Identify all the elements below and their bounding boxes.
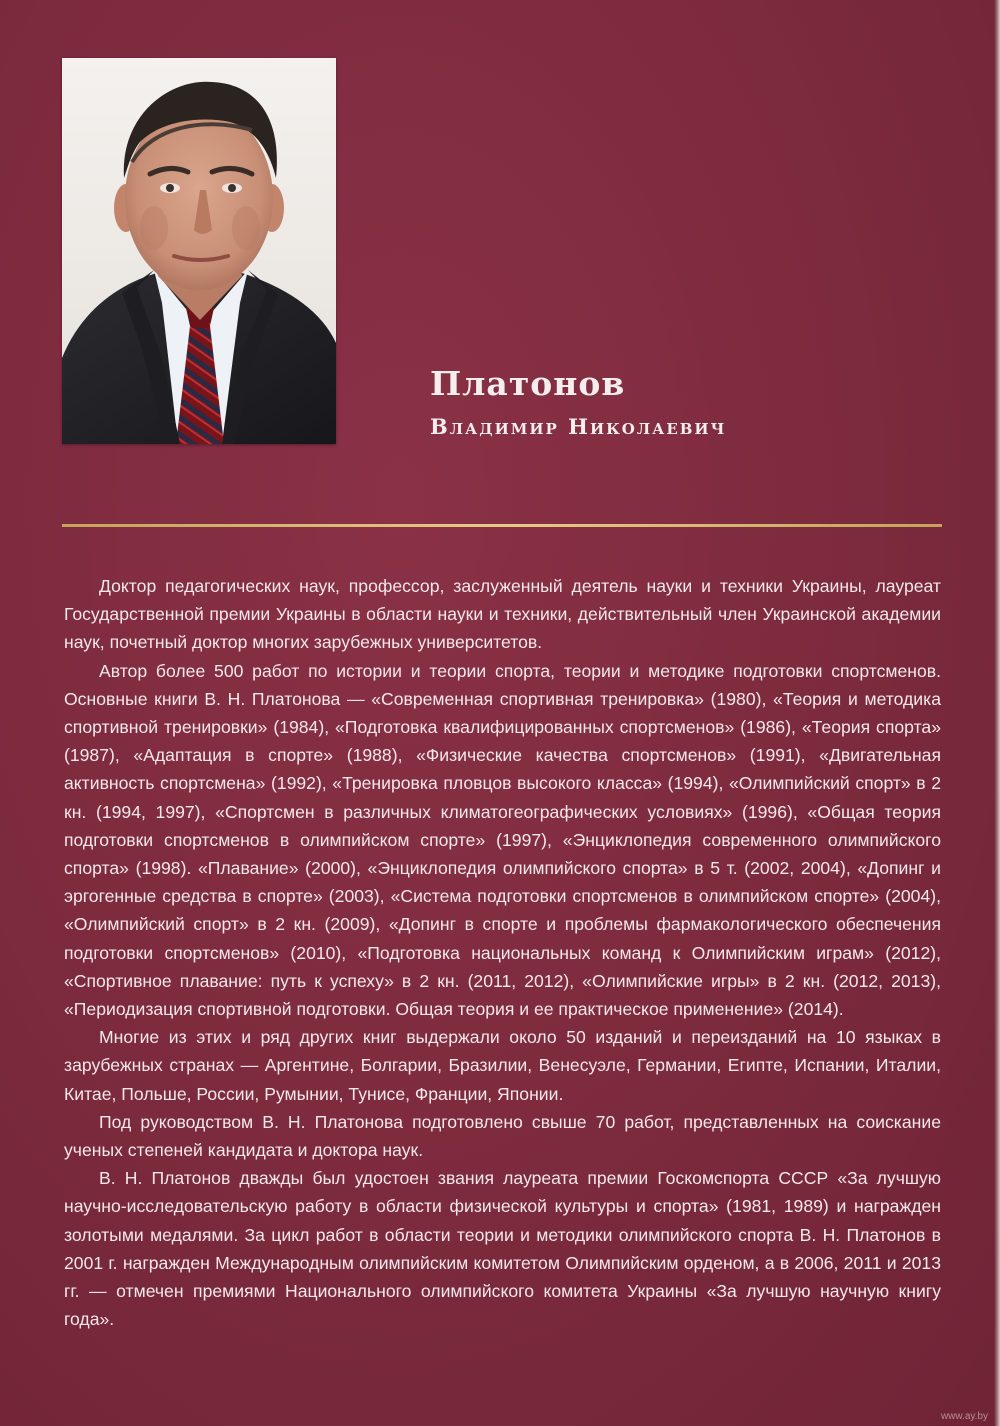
author-surname: Платонов (430, 364, 626, 403)
author-given-names: Владимир Николаевич (430, 414, 727, 439)
site-watermark: www.ay.by (940, 1411, 988, 1422)
author-name-block (430, 362, 950, 439)
author-biography (64, 572, 941, 1333)
bio-paragraph: Многие из этих и ряд других книг выдержали около 50 изданий и переизданий на 10 языках в зарубежных странах — Аргентине, Болгарии, Бразилии, Венесуэле, Германии, Египте, Испании, Италии, Китае, Польше, России, Румынии, Тунисе, Франции, Японии. (64, 1027, 941, 1104)
bio-paragraph: В. Н. Платонов дважды был удостоен звания лауреата премии Госкомспорта СССР «За лучшую научно-исследовательскую работу в области физической культуры и спорта» (1981, 1989) и награжден золотыми медалями. За цикл работ в области теории и методики олимпийского спорта В. Н. Платонов в 2001 г. награжден Международным олимпийским комитетом Олимпийским орденом, а в 2006, 2011 и 2013 гг. — отмечен премиями Национального олимпийского комитета Украины «За лучшую научную книгу года». (64, 1168, 941, 1330)
bio-paragraph: Доктор педагогических наук, профессор, заслуженный деятель науки и техники Украины, лауреат Государственной премии Украины в области науки и техники, действительный член Украинской академии наук, почетный доктор многих зарубежных университетов. (64, 576, 941, 653)
author-portrait (62, 58, 336, 444)
cover-edge (994, 0, 1000, 1426)
bio-paragraph: Автор более 500 работ по истории и теории спорта, теории и методике подготовки спортсменов. Основные книги В. Н. Платонова — «Современная спортивная тренировка» (1980), «Теория и методика спортивной тренировки» (1984), «Подготовка квалифицированных спортсменов» (1986), «Теория спорта» (1987), «Адаптация в спорте» (1988), «Физические качества спортсменов» (1991), «Двигательная активность спортсмена» (1992), «Тренировка пловцов высокого класса» (1994), «Олимпийский спорт» в 2 кн. (1994, 1997), «Спортсмен в различных климатогеографических условиях» (1996), «Общая теория подготовки спортсменов в олимпийском спорте» (1997), «Энциклопедия современного олимпийского спорта» (1998). «Плавание» (2000), «Энциклопедия олимпийского спорта» в 5 т. (2002, 2004), «Допинг и эргогенные средства в спорте» (2003), «Система подготовки спортсменов в олимпийском спорте» (2004), «Олимпийский спорт» в 2 кн. (2009), «Допинг в спорте и проблемы фармакологического обеспечения подготовки спортсменов» (2010), «Подготовка национальных команд к Олимпийским играм» (2012), «Спортивное плавание: путь к успеху» в 2 кн. (2011, 2012), «Олимпийские игры» в 2 кн. (2012, 2013), «Периодизация спортивной подготовки. Общая теория и ее практическое применение» (2014). (64, 660, 941, 1020)
gold-divider (62, 524, 942, 527)
bio-paragraph: Под руководством В. Н. Платонова подготовлено свыше 70 работ, представленных на соискание ученых степеней кандидата и доктора наук. (64, 1111, 941, 1161)
